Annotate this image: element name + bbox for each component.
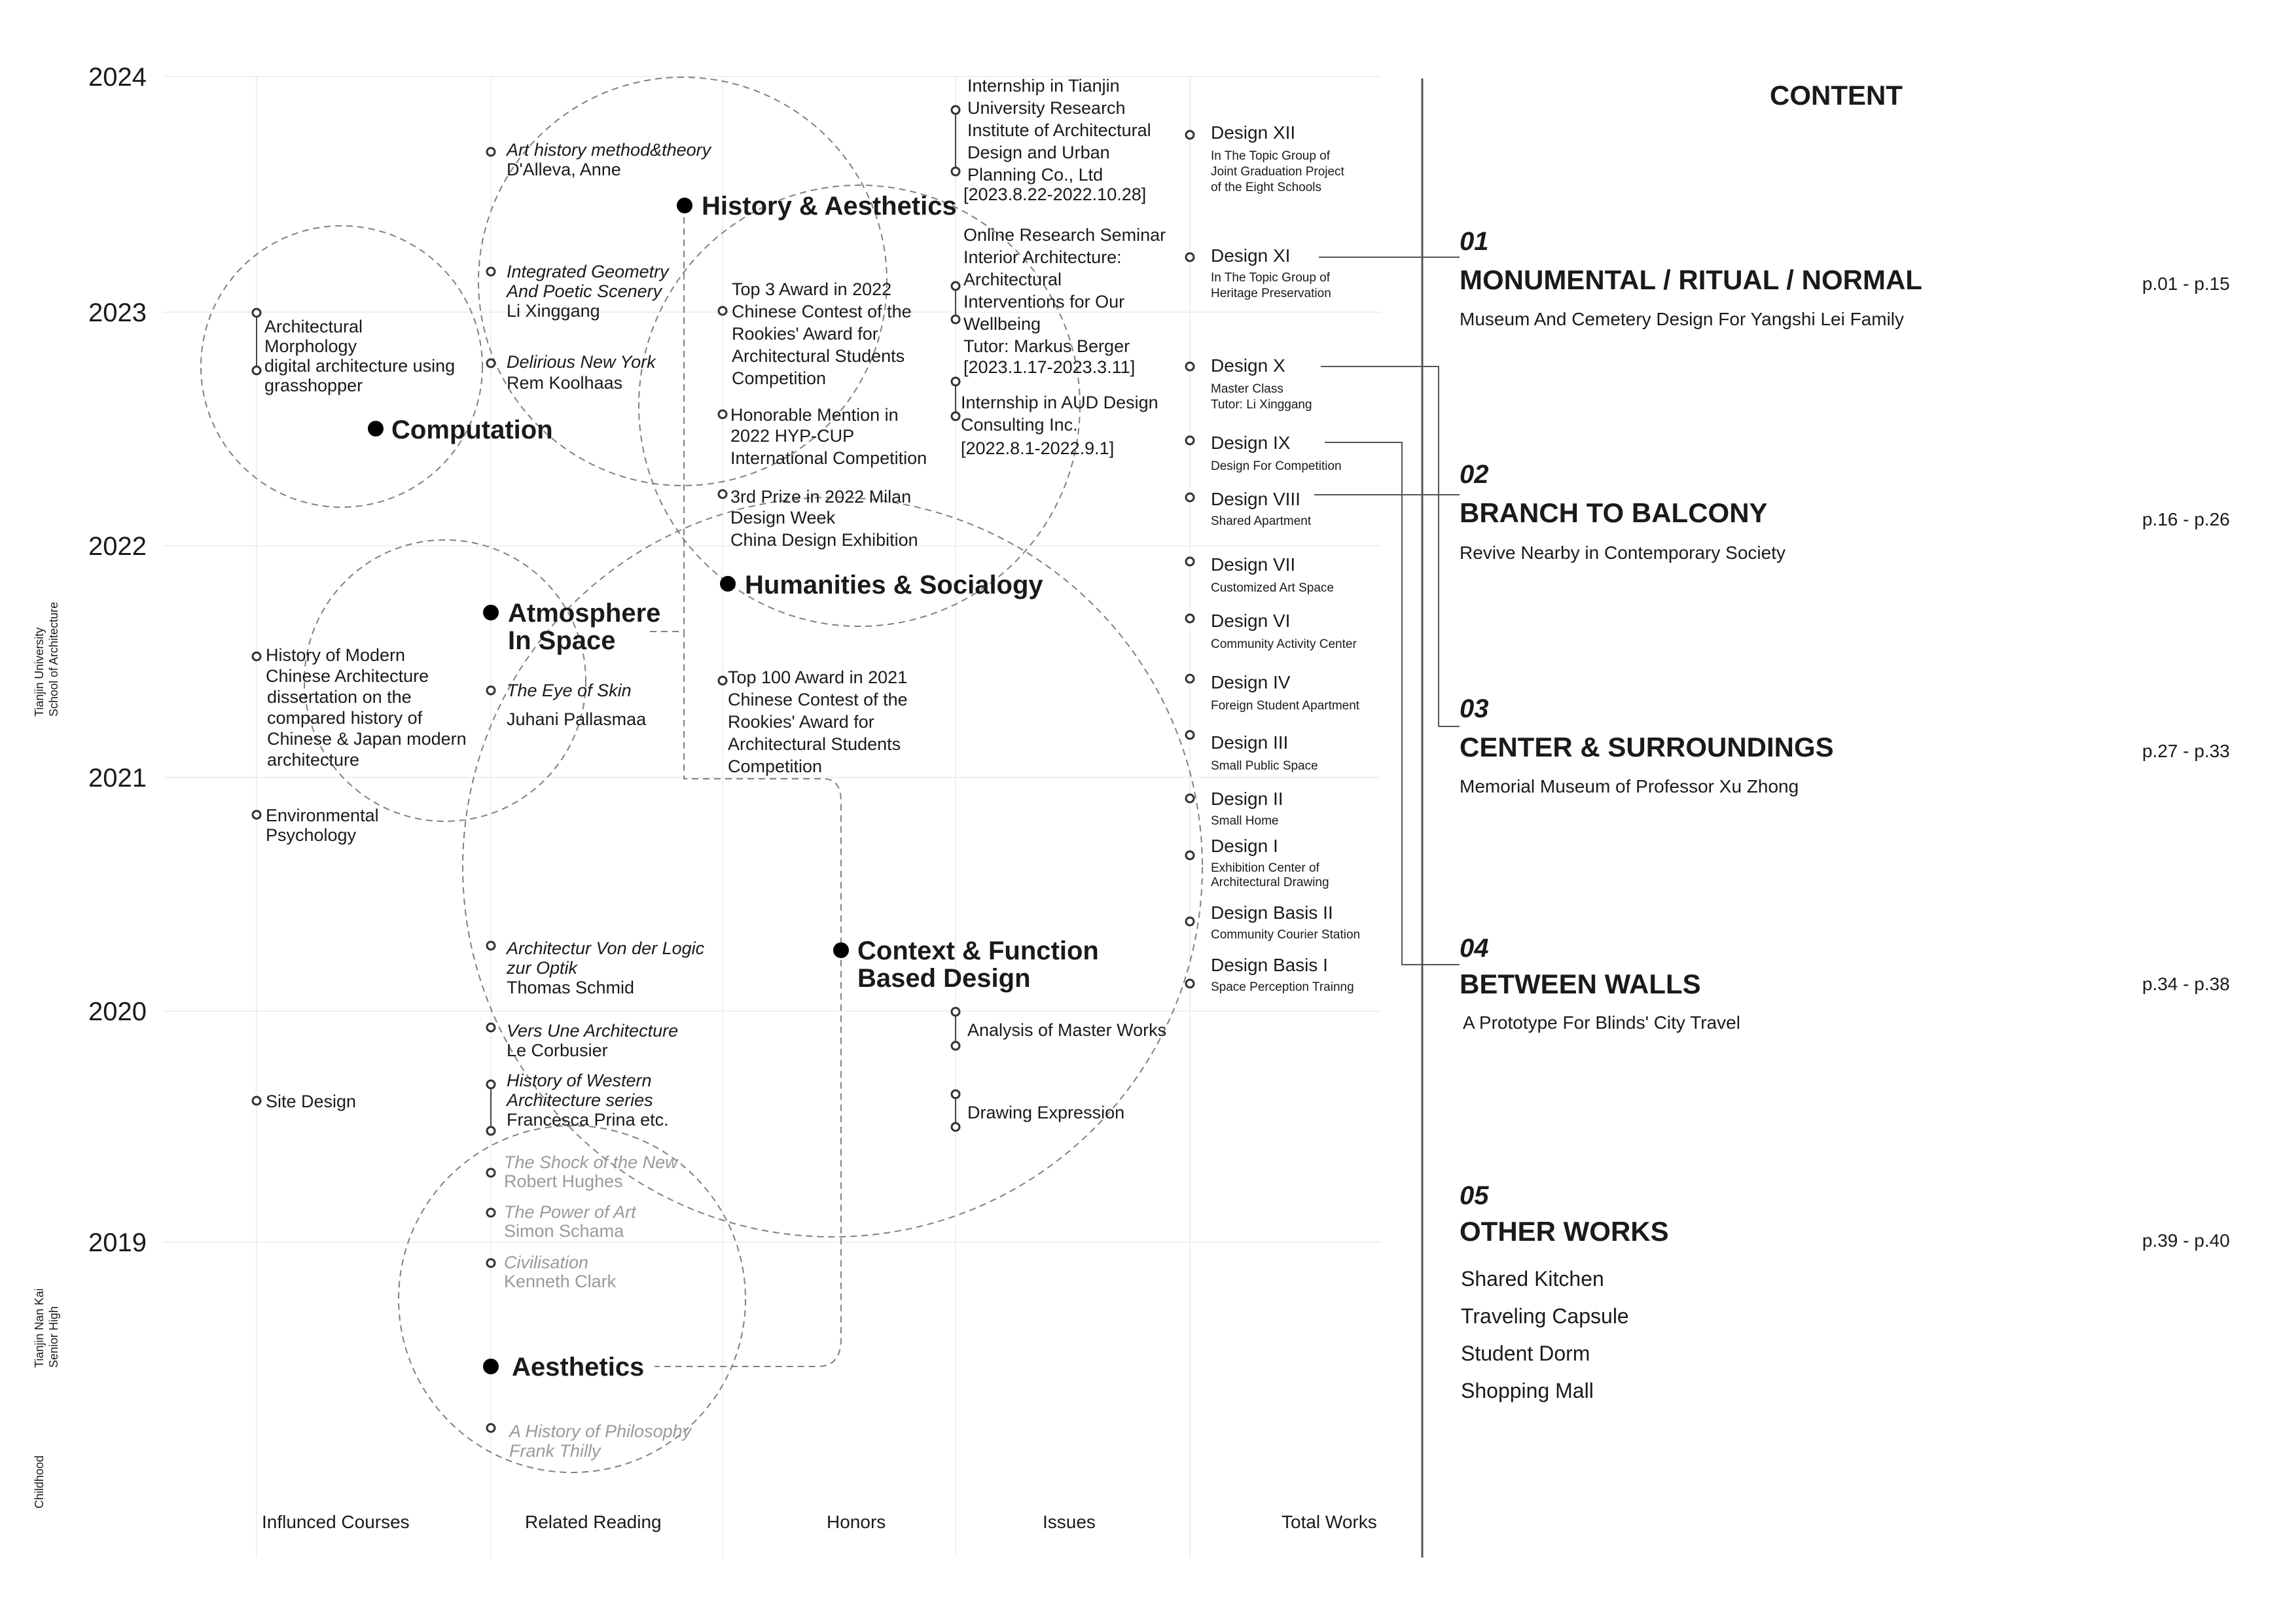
cluster-atmosphere: In Space: [508, 626, 616, 655]
reading-title: Architecture series: [507, 1090, 653, 1110]
toc-number: 01: [1460, 227, 1489, 256]
column-header: Related Reading: [525, 1512, 662, 1532]
honor-item: Rookies' Award for: [728, 712, 874, 732]
issue-item: Tutor: Markus Berger: [963, 336, 1130, 356]
reading-author: Simon Schama: [504, 1221, 624, 1241]
other-work-item: Shared Kitchen: [1461, 1267, 1604, 1291]
other-work-item: Student Dorm: [1461, 1342, 1590, 1365]
reading-author: Francesca Prina etc.: [507, 1110, 669, 1130]
issue-item: [2023.1.17-2023.3.11]: [963, 357, 1136, 377]
work-subtitle: Exhibition Center of: [1211, 861, 1319, 875]
toc-title[interactable]: BRANCH TO BALCONY: [1460, 497, 1768, 528]
reading-author: Robert Hughes: [504, 1171, 623, 1191]
issue-item: Interventions for Our: [963, 292, 1125, 312]
work-title: Design X: [1211, 355, 1285, 376]
work-connectors: [1314, 257, 1460, 965]
issue-item: Architectural: [963, 270, 1062, 289]
cluster-context: Context & Function: [857, 936, 1099, 965]
work-title: Design XII: [1211, 122, 1296, 143]
work-subtitle: Heritage Preservation: [1211, 287, 1331, 300]
work-subtitle: Small Public Space: [1211, 759, 1318, 773]
reading-author: Kenneth Clark: [504, 1272, 617, 1291]
course-item: Psychology: [266, 825, 357, 845]
toc-page-range: p.39 - p.40: [2142, 1230, 2230, 1251]
honor-item: Architectural Students: [728, 734, 901, 754]
side-label-senior-high: Tianjin Nan Kai: [33, 1288, 46, 1368]
work-title: Design Basis I: [1211, 955, 1328, 975]
reading-title: Civilisation: [504, 1253, 589, 1272]
toc-subtitle: Memorial Museum of Professor Xu Zhong: [1460, 776, 1799, 796]
toc-heading: CONTENT: [1770, 80, 1903, 111]
issue-item: [2023.8.22-2022.10.28]: [963, 185, 1147, 204]
cluster-atmosphere: Atmosphere: [508, 599, 661, 628]
toc-section-05[interactable]: [1460, 1181, 2230, 1402]
toc-section-04[interactable]: [1460, 934, 2230, 1033]
issue-item: Interior Architecture:: [963, 247, 1122, 267]
toc-subtitle: Museum And Cemetery Design For Yangshi Lei Family: [1460, 309, 1905, 329]
work-title: Design I: [1211, 836, 1278, 856]
honor-item: 2022 HYP-CUP: [730, 426, 855, 446]
work-subtitle: Customized Art Space: [1211, 581, 1334, 595]
issue-item: Internship in AUD Design: [961, 393, 1158, 412]
reading-title: The Power of Art: [504, 1202, 636, 1222]
work-subtitle: Shared Apartment: [1211, 514, 1312, 528]
other-work-item: Traveling Capsule: [1461, 1304, 1629, 1328]
toc-number: 05: [1460, 1181, 1489, 1210]
toc-number: 03: [1460, 694, 1489, 723]
side-label-university: Tianjin University: [33, 627, 46, 717]
reading-author: Rem Koolhaas: [507, 373, 623, 393]
honor-item: Honorable Mention in: [730, 405, 899, 425]
column-header: Honors: [827, 1512, 886, 1532]
cluster-computation: Computation: [391, 416, 553, 444]
other-work-item: Shopping Mall: [1461, 1379, 1594, 1402]
toc-number: 02: [1460, 460, 1489, 489]
toc-title[interactable]: OTHER WORKS: [1460, 1216, 1669, 1247]
work-subtitle: Foreign Student Apartment: [1211, 699, 1360, 713]
honor-item: Architectural Students: [732, 346, 905, 366]
issue-item: [2022.8.1-2022.9.1]: [961, 438, 1115, 458]
issue-item: University Research: [967, 98, 1126, 118]
reading-author: Le Corbusier: [507, 1041, 608, 1060]
year-label: 2019: [88, 1228, 147, 1257]
course-item: compared history of: [267, 708, 423, 728]
work-subtitle: Design For Competition: [1211, 459, 1342, 473]
toc-page-range: p.16 - p.26: [2142, 509, 2230, 529]
course-item: Environmental: [266, 806, 379, 825]
reading-title: Architectur Von der Logic: [507, 938, 705, 958]
cluster-context: Based Design: [857, 964, 1031, 993]
work-title: Design II: [1211, 789, 1283, 809]
issue-item: Design and Urban: [967, 143, 1110, 162]
work-subtitle: Architectural Drawing: [1211, 876, 1329, 889]
toc-page-range: p.01 - p.15: [2142, 274, 2230, 294]
column-headers: [262, 1512, 1377, 1532]
toc-page-range: p.27 - p.33: [2142, 741, 2230, 761]
honor-item: Rookies' Award for: [732, 324, 878, 344]
course-item: History of Modern: [266, 645, 406, 665]
toc-section-03[interactable]: [1460, 694, 2230, 796]
side-label-childhood: Childhood: [33, 1455, 46, 1508]
work-subtitle: Tutor: Li Xinggang: [1211, 398, 1312, 412]
course-item: digital architecture using: [264, 356, 456, 376]
column-header: Total Works: [1282, 1512, 1377, 1532]
honor-item: Competition: [732, 368, 827, 388]
work-subtitle: of the Eight Schools: [1211, 181, 1321, 194]
work-title: Design VII: [1211, 554, 1296, 575]
course-item: Morphology: [264, 336, 357, 356]
reading-author: Thomas Schmid: [507, 978, 635, 997]
work-title: Design Basis II: [1211, 902, 1333, 923]
reading-title: Integrated Geometry: [507, 262, 669, 281]
issue-item: Wellbeing: [963, 314, 1041, 334]
work-subtitle: Community Activity Center: [1211, 637, 1357, 651]
work-title: Design IX: [1211, 433, 1291, 453]
cluster-history-aesthetics: History & Aesthetics: [702, 192, 957, 221]
side-label-senior-high: Senior High: [47, 1306, 60, 1368]
reading-column: [487, 140, 712, 1461]
honor-item: 3rd Prize in 2022 Milan: [730, 487, 912, 507]
toc-section-01[interactable]: [1460, 227, 2230, 329]
work-subtitle: Small Home: [1211, 814, 1279, 828]
column-header: Issues: [1043, 1512, 1096, 1532]
work-subtitle: Master Class: [1211, 382, 1283, 396]
issue-item: Institute of Architectural: [967, 120, 1151, 140]
reading-title: The Shock of the New: [504, 1152, 678, 1172]
reading-title: History of Western: [507, 1071, 652, 1090]
honor-item: Chinese Contest of the: [728, 690, 908, 709]
content-toc: [1460, 80, 2230, 1402]
reading-author: D'Alleva, Anne: [507, 160, 621, 179]
cluster-humanities: Humanities & Socialogy: [745, 571, 1043, 599]
reading-title: A History of Philosophy: [509, 1421, 692, 1441]
course-item: Architectural: [264, 317, 363, 336]
side-label-university: School of Architecture: [47, 601, 60, 717]
toc-title[interactable]: CENTER & SURROUNDINGS: [1460, 732, 1834, 762]
work-title: Design XI: [1211, 245, 1291, 266]
honors-column: [719, 279, 927, 776]
year-label: 2022: [88, 532, 147, 561]
cluster-dot: [720, 576, 736, 592]
course-item: grasshopper: [264, 376, 363, 395]
honor-item: Top 3 Award in 2022: [732, 279, 892, 299]
cluster-dot: [677, 198, 692, 213]
reading-title: Art history method&theory: [507, 140, 711, 160]
reading-title: Delirious New York: [507, 352, 656, 372]
cluster-dot: [833, 942, 849, 958]
issue-item: Consulting Inc.: [961, 415, 1078, 435]
issue-item: Planning Co., Ltd: [967, 165, 1103, 185]
cluster-dot: [368, 421, 384, 437]
honor-item: Top 100 Award in 2021: [728, 668, 908, 687]
cluster-dot: [483, 605, 499, 620]
work-subtitle: Space Perception Trainng: [1211, 980, 1354, 994]
reading-author: Juhani Pallasmaa: [507, 709, 647, 729]
cluster-dot: [483, 1359, 499, 1374]
reading-author: Frank Thilly: [509, 1441, 601, 1461]
issue-item: Drawing Expression: [967, 1103, 1125, 1122]
year-label: 2020: [88, 997, 147, 1026]
side-labels: [33, 602, 60, 1508]
year-label: 2024: [88, 63, 147, 92]
toc-page-range: p.34 - p.38: [2142, 974, 2230, 994]
reading-title: zur Optik: [507, 958, 578, 978]
course-item: architecture: [267, 750, 360, 770]
reading-title: The Eye of Skin: [507, 681, 632, 700]
course-item: dissertation on the: [267, 687, 412, 707]
toc-title[interactable]: MONUMENTAL / RITUAL / NORMAL: [1460, 264, 1922, 295]
work-title: Design IV: [1211, 672, 1291, 692]
honor-item: Competition: [728, 757, 823, 776]
honor-item: International Competition: [730, 448, 927, 468]
toc-section-02[interactable]: [1460, 460, 2230, 563]
issue-item: Analysis of Master Works: [967, 1020, 1167, 1040]
toc-subtitle: A Prototype For Blinds' City Travel: [1463, 1012, 1740, 1033]
honor-item: Design Week: [730, 508, 836, 527]
toc-subtitle: Revive Nearby in Contemporary Society: [1460, 543, 1785, 563]
honor-item: China Design Exhibition: [730, 530, 918, 550]
work-title: Design VIII: [1211, 489, 1300, 509]
work-subtitle: In The Topic Group of: [1211, 271, 1331, 285]
column-header: Influnced Courses: [262, 1512, 410, 1532]
course-item: Site Design: [266, 1092, 357, 1111]
work-subtitle: Joint Graduation Project: [1211, 165, 1344, 179]
work-subtitle: Community Courier Station: [1211, 928, 1361, 942]
course-item: Chinese & Japan modern: [267, 729, 467, 749]
issue-item: Online Research Seminar: [963, 225, 1166, 245]
year-label: 2023: [88, 298, 147, 327]
course-item: Chinese Architecture: [266, 666, 429, 686]
toc-number: 04: [1460, 934, 1489, 963]
work-title: Design VI: [1211, 611, 1291, 631]
issue-item: Internship in Tianjin: [967, 76, 1120, 96]
cluster-aesthetics: Aesthetics: [512, 1353, 645, 1382]
toc-title[interactable]: BETWEEN WALLS: [1460, 969, 1701, 999]
reading-author: Li Xinggang: [507, 301, 600, 321]
reading-title: Vers Une Architecture: [507, 1021, 679, 1041]
year-axis: [88, 63, 147, 1257]
honor-item: Chinese Contest of the: [732, 302, 912, 321]
reading-title: And Poetic Scenery: [507, 281, 662, 301]
work-title: Design III: [1211, 732, 1289, 753]
works-column: [1186, 122, 1360, 994]
work-subtitle: In The Topic Group of: [1211, 149, 1331, 163]
year-label: 2021: [88, 764, 147, 793]
